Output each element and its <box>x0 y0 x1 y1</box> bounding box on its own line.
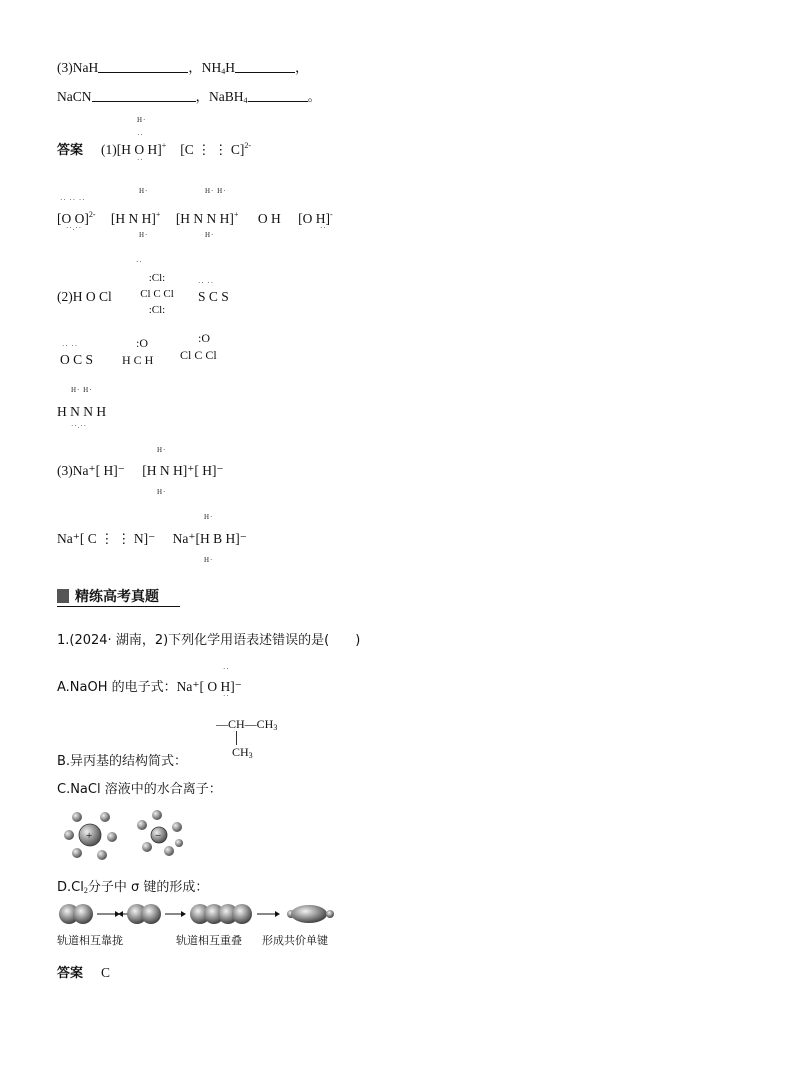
q3-line1 <box>57 60 308 80</box>
formula-cs2: S C S <box>198 289 229 304</box>
section-title: 精练高考真题 <box>75 589 159 605</box>
dots: H· <box>157 488 167 496</box>
dots: H· <box>157 446 167 454</box>
formula-hocl: H O Cl <box>72 289 112 304</box>
hcho-o: :O <box>136 336 148 350</box>
answer-blank <box>98 60 188 73</box>
dots: H· <box>139 231 149 239</box>
option-b-ch3: $CH_3$ <box>232 745 253 760</box>
q3-nacn: NaCN <box>57 89 92 104</box>
document-icon <box>57 589 69 603</box>
dots: H· H· <box>205 187 227 195</box>
dots: ·· <box>223 692 230 700</box>
dots: ·· <box>320 224 327 232</box>
dots: ··.·· <box>71 422 88 430</box>
dots: ·· <box>223 665 230 673</box>
dots: H· <box>137 116 147 124</box>
formula-n2h5: [H N N H] <box>175 211 234 226</box>
option-b-struct: $—CH—CH_3$ <box>216 717 278 732</box>
cocl2-o: :O <box>198 331 210 345</box>
answer1-row6 <box>57 463 224 479</box>
sigma-label-1: 轨道相互靠拢 <box>57 934 123 947</box>
hydrated-ions-figure <box>57 805 197 865</box>
q3-nabh4: ，NaBH <box>195 89 244 104</box>
option-a-text: A.NaOH 的电子式： <box>57 680 177 695</box>
formula-c2: [C ⋮ ⋮ C] <box>180 142 245 157</box>
option-b-text: B.异丙基的结构简式： <box>57 754 188 769</box>
option-d-rest: 分子中 σ 键的形成： <box>87 880 209 895</box>
dots: H· H· <box>71 386 93 394</box>
subscript: 4 <box>243 96 248 105</box>
formula-n2h4: H N N H <box>57 404 107 419</box>
formula-nacn: Na⁺[ C ⋮ ⋮ N]⁻ <box>57 531 156 546</box>
svg-text:−: − <box>155 830 162 842</box>
option-d: $D.Cl_2$分子中 σ 键的形成： <box>57 880 209 895</box>
option-a <box>57 676 242 696</box>
formula-oh: O H <box>257 211 281 226</box>
answer2 <box>57 962 110 982</box>
formula-oh-ion: [O H] <box>298 211 330 226</box>
sigma-label-3: 形成共价单键 <box>262 934 328 947</box>
q3-sep: ，NH <box>188 60 222 75</box>
answer1-row7 <box>57 531 247 547</box>
formula-ccl4: :Cl: Cl C Cl :Cl: <box>140 272 174 316</box>
part-label: (1) <box>101 142 117 157</box>
answer1-row2: [O O]$^{2-}$ [H N H]+ [H N N H]+ O H [O H]- <box>57 210 333 226</box>
dots: ··.·· <box>66 224 83 232</box>
formula-cocl2: Cl C Cl <box>180 348 217 362</box>
subscript: 4 <box>221 67 226 76</box>
sigma-label-2: 轨道相互重叠 <box>176 934 242 947</box>
formula-o2: [O O] <box>57 211 89 226</box>
q3-line2 <box>57 89 321 109</box>
dots: H· <box>205 231 215 239</box>
q3-nh4h: H <box>225 60 235 75</box>
part-label: (3) <box>57 463 73 478</box>
dots: H· <box>139 187 149 195</box>
sigma-bond-figure <box>57 902 347 928</box>
section-header <box>57 586 180 607</box>
dots: ·· <box>137 156 144 164</box>
q3-nah: (3)NaH <box>57 60 99 75</box>
q3-comma: ， <box>294 60 309 75</box>
formula-ocs: O C S <box>60 352 94 367</box>
option-c-text: C.NaCl 溶液中的水合离子： <box>57 782 222 797</box>
dots: ·· ·· <box>62 342 79 350</box>
option-a-formula: Na⁺[ O H]⁻ <box>176 679 242 694</box>
answer1-row3 <box>57 289 112 305</box>
answer-label: 答案 <box>57 966 84 981</box>
dots: H· <box>204 556 214 564</box>
svg-text:+: + <box>86 830 93 842</box>
answer-blank <box>248 89 308 102</box>
part-label: (2) <box>57 289 73 304</box>
option-d-text: D.Cl <box>57 880 84 895</box>
formula-h3o: [H O H] <box>116 142 162 157</box>
dots: ·· <box>136 258 143 266</box>
bond-line <box>236 731 237 745</box>
formula-nah: Na⁺[ H]⁻ <box>72 463 125 478</box>
answer-label: 答案 <box>57 143 84 158</box>
formula-nh4h: [H N H]⁺[ H]⁻ <box>142 463 224 478</box>
answer-blank <box>92 89 196 102</box>
dots: ·· ·· <box>198 279 215 287</box>
q3-period: 。 <box>307 89 321 104</box>
formula-hcho: H C H <box>122 353 154 367</box>
formula-nh4: [H N H] <box>110 211 156 226</box>
answer-blank <box>235 60 295 73</box>
dots: ·· <box>137 131 144 139</box>
answer1-row1: 答案 (1)[H O H]+ [C ⋮ ⋮ C]$^{2-}$ <box>57 141 252 158</box>
dots: H· <box>204 513 214 521</box>
question-stem: 1.(2024· 湖南，2)下列化学用语表述错误的是( ) <box>57 633 361 648</box>
formula-nabh4: Na⁺[H B H]⁻ <box>172 531 247 546</box>
answer-value: C <box>101 965 111 980</box>
dots: ·· ·· ·· <box>60 196 86 204</box>
